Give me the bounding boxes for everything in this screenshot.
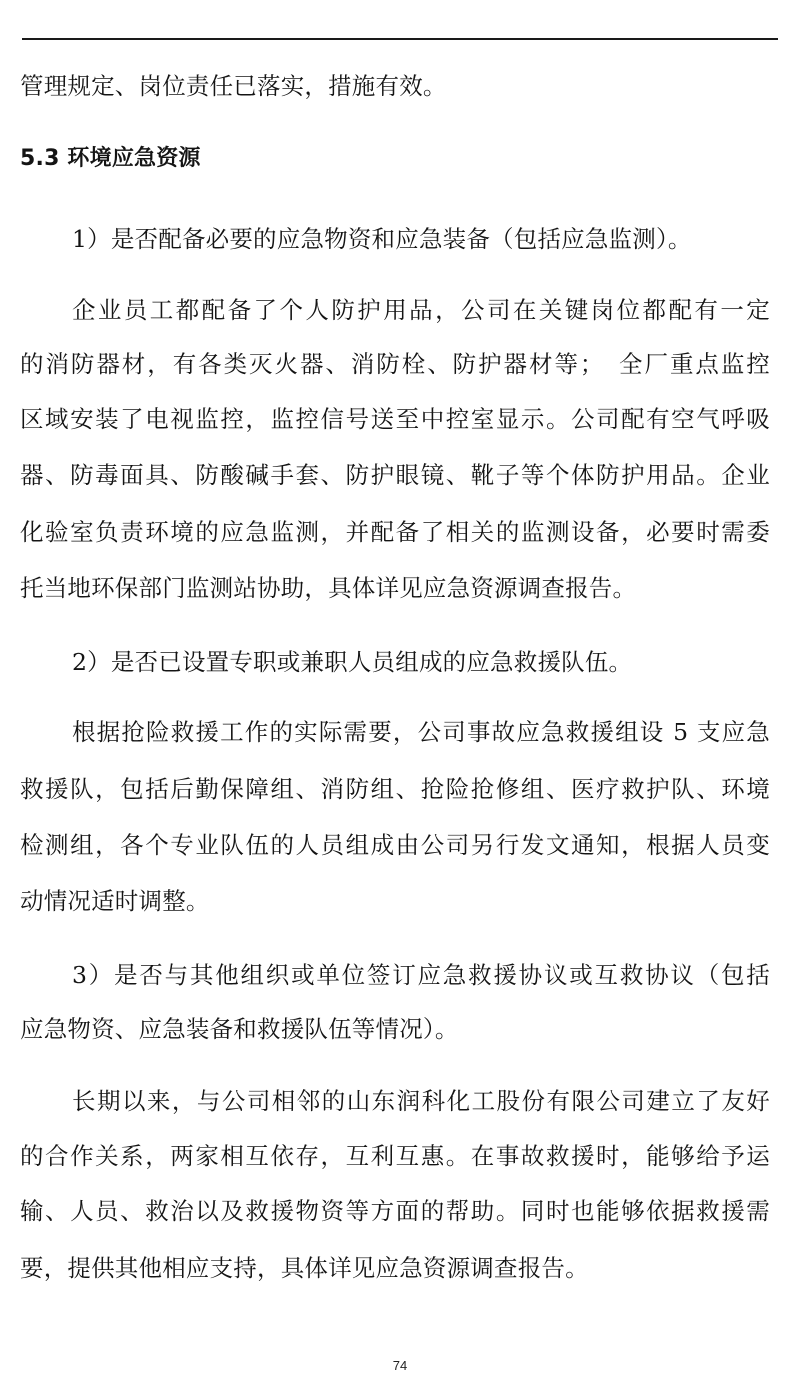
question-2: 2）是否已设置专职或兼职人员组成的应急救援队伍。 <box>72 648 633 676</box>
paragraph-2-line: 根据抢险救援工作的实际需要，公司事故应急救援组设 5 支应急 <box>72 718 770 746</box>
question-3-line: 3）是否与其他组织或单位签订应急救援协议或互救协议（包括 <box>72 961 770 989</box>
paragraph-1-line: 企业员工都配备了个人防护用品，公司在关键岗位都配有一定 <box>72 296 770 324</box>
paragraph-1-line: 区域安装了电视监控，监控信号送至中控室显示。公司配有空气呼吸 <box>20 405 770 433</box>
paragraph-3-line: 输、人员、救治以及救援物资等方面的帮助。同时也能够依据救援需 <box>20 1197 770 1225</box>
paragraph-2-line: 检测组，各个专业队伍的人员组成由公司另行发文通知，根据人员变 <box>20 831 770 859</box>
paragraph-3-line: 长期以来，与公司相邻的山东润科化工股份有限公司建立了友好 <box>72 1087 770 1115</box>
page-number: 74 <box>392 1358 408 1373</box>
paragraph-3-line: 的合作关系，两家相互依存，互利互惠。在事故救援时，能够给予运 <box>20 1142 770 1170</box>
paragraph-1-line: 托当地环保部门监测站协助，具体详见应急资源调查报告。 <box>20 574 637 602</box>
question-1: 1）是否配备必要的应急物资和应急装备（包括应急监测）。 <box>72 225 692 253</box>
header-rule <box>22 38 778 40</box>
paragraph-3-line: 要，提供其他相应支持，具体详见应急资源调查报告。 <box>20 1254 589 1282</box>
paragraph-1-line: 器、防毒面具、防酸碱手套、防护眼镜、靴子等个体防护用品。企业 <box>20 461 770 489</box>
paragraph-2-line: 救援队，包括后勤保障组、消防组、抢险抢修组、医疗救护队、环境 <box>20 775 770 803</box>
paragraph-1-line: 化验室负责环境的应急监测，并配备了相关的监测设备，必要时需委 <box>20 518 770 546</box>
paragraph-2-line: 动情况适时调整。 <box>20 887 210 915</box>
continuation-line: 管理规定、岗位责任已落实，措施有效。 <box>20 72 447 100</box>
section-heading: 5.3 环境应急资源 <box>20 146 201 171</box>
question-3-line: 应急物资、应急装备和救援队伍等情况）。 <box>20 1015 459 1043</box>
paragraph-1-line: 的消防器材，有各类灭火器、消防栓、防护器材等； 全厂重点监控 <box>20 350 770 378</box>
